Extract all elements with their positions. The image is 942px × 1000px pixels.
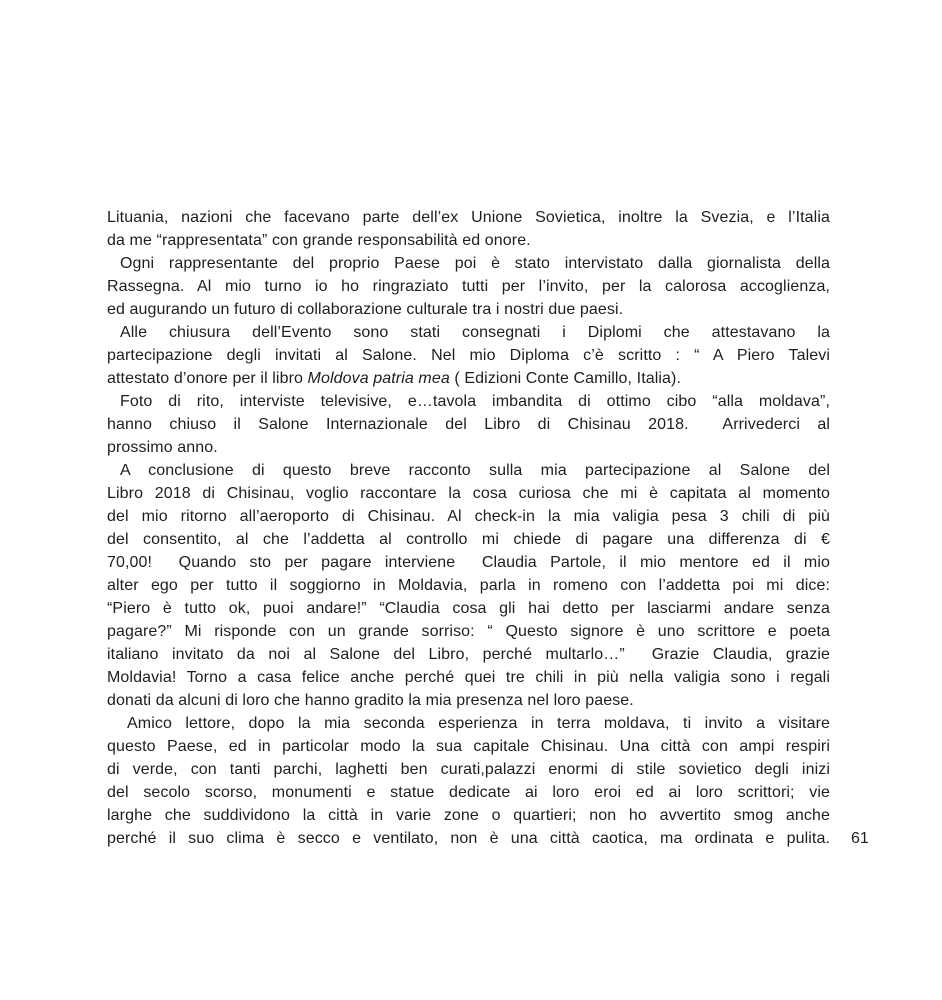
text-line: pagare?” Mi risponde con un grande sorriso: “ Questo signore è uno scrittore e poeta [107,623,830,640]
paragraph-continuation [107,206,830,252]
text-line: larghe che suddividono la città in varie zone o quartieri; non ho avvertito smog anche [107,807,830,824]
text-line: alter ego per tutto il soggiorno in Moldavia, parla in romeno con l’addetta poi mi dice: [107,577,830,594]
paragraph-foto-di-rito [107,390,830,459]
text-line: questo Paese, ed in particolar modo la sua capitale Chisinau. Una città con ampi respiri [107,738,830,755]
text-line: partecipazione degli invitati al Salone. Nel mio Diploma c’è scritto : “ A Piero Talevi [107,347,830,364]
book-title-italic: Moldova patria mea [307,370,450,387]
text-segment: ( Edizioni Conte Camillo, Italia). [449,370,682,387]
text-line: Ogni rappresentante del proprio Paese poi è stato intervistato dalla giornalista della [120,255,830,272]
paragraph-diplomi [107,321,830,390]
text-line: Amico lettore, dopo la mia seconda esperienza in terra moldava, ti invito a visitare [127,715,830,732]
text-segment: attestato d’onore per il libro [107,370,308,387]
text-line: Lituania, nazioni che facevano parte dell’ex Unione Sovietica, inoltre la Svezia, e l’Italia [107,209,830,226]
text-line: da me “rappresentata” con grande responsabilità ed onore. [107,232,531,249]
text-line: del mio ritorno all’aeroporto di Chisinau. Al check-in la mia valigia pesa 3 chili di più [107,508,830,525]
text-line [107,367,830,390]
text-line: Libro 2018 di Chisinau, voglio raccontare la cosa curiosa che mi è capitata al momento [107,485,830,502]
text-line: A conclusione di questo breve racconto sulla mia partecipazione al Salone del [120,462,830,479]
paragraph-amico-lettore [107,712,830,850]
text-line: Foto di rito, interviste televisive, e…tavola imbandita di ottimo cibo “alla moldava”, [120,393,830,410]
page-number: 61 [851,830,869,847]
text-line: del consentito, al che l’addetta al controllo mi chiede di pagare una differenza di € [107,531,830,548]
text-line: di verde, con tanti parchi, laghetti ben curati,palazzi enormi di stile sovietico degli inizi [107,761,830,778]
text-line: Alle chiusura dell’Evento sono stati consegnati i Diplomi che attestavano la [120,324,830,341]
text-line: Moldavia! Torno a casa felice anche perché quei tre chili in più nella valigia sono i regali [107,669,830,686]
text-line: del secolo scorso, monumenti e statue dedicate ai loro eroi ed ai loro scrittori; vie [107,784,830,801]
text-line: italiano invitato da noi al Salone del Libro, perché multarlo…” Grazie Claudia, grazie [107,646,830,663]
text-line: hanno chiuso il Salone Internazionale del Libro di Chisinau 2018. Arrivederci al [107,416,830,433]
text-line: ed augurando un futuro di collaborazione culturale tra i nostri due paesi. [107,301,624,318]
text-line: prossimo anno. [107,439,218,456]
paragraph-aeroporto [107,459,830,712]
page-text-block [107,206,830,850]
text-line: perché il suo clima è secco e ventilato, non è una città caotica, ma ordinata e pulita. [107,830,830,847]
text-line: “Piero è tutto ok, puoi andare!” “Claudia cosa gli hai detto per lasciarmi andare senza [107,600,830,617]
text-line: Rassegna. Al mio turno io ho ringraziato tutti per l’invito, per la calorosa accoglienza, [107,278,830,295]
text-line: donati da alcuni di loro che hanno gradito la mia presenza nel loro paese. [107,692,634,709]
paragraph-interviste [107,252,830,321]
text-line: 70,00! Quando sto per pagare interviene Claudia Partole, il mio mentore ed il mio [107,554,830,571]
